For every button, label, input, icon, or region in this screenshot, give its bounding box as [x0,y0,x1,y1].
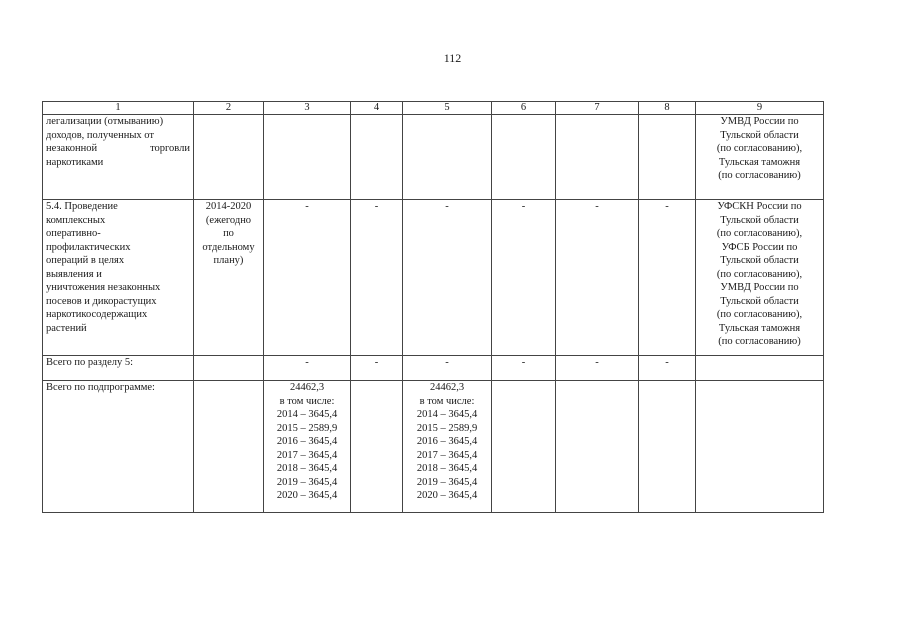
text-line: Тульская таможня [718,156,801,168]
text-line: незаконной торговли [46,143,190,154]
text-line: УМВД России по [720,116,799,127]
text-line: операций в целях [46,255,125,266]
column-header-4: 4 [351,102,403,115]
empty-cell [696,381,824,513]
text-line: 2017 – 3645,4 [416,449,478,461]
text-line: Тульской области [720,214,799,226]
text-line: профилактических [46,241,131,253]
text-line: легализации (отмыванию) [46,116,164,127]
text-line: 2017 – 3645,4 [276,449,338,461]
text-line: Тульская таможня [718,322,801,334]
text-line: 2014 – 3645,4 [416,409,478,420]
text-line: УФСКН России по [717,201,802,212]
text-line: 2014 – 3645,4 [276,409,338,420]
item-5-4-col5: - [403,200,492,356]
empty-cell [351,115,403,200]
item-5-4-col6: - [492,200,556,356]
text-line: 2019 – 3645,4 [276,476,338,488]
column-number-row [43,102,824,115]
section-total-col7: - [556,356,639,381]
text-line: Тульской области [720,129,799,141]
empty-cell [264,115,351,200]
text-line: (по согласованию), [716,268,803,280]
section-total-col3: - [264,356,351,381]
column-header-9: 9 [696,102,824,115]
column-header-1: 1 [43,102,194,115]
empty-cell [556,115,639,200]
item-5-4-col4: - [351,200,403,356]
empty-cell [194,115,264,200]
empty-cell [639,115,696,200]
text-line: 5.4. Проведение [46,201,118,212]
text-line: УМВД России по [720,282,799,293]
text-line: 24462,3 [429,382,465,393]
empty-cell [194,356,264,381]
text-line: по [223,228,234,239]
text-line: 2019 – 3645,4 [416,476,478,488]
section-total-col8: - [639,356,696,381]
subprogram-total-col5 [403,381,492,513]
text-line: 2018 – 3645,4 [276,463,338,474]
text-line: посевов и дикорастущих [46,295,157,307]
text-line: в том числе: [279,395,335,407]
subprogram-total-label: Всего по подпрограмме: [43,381,194,513]
text-line: 2016 – 3645,4 [276,436,338,447]
text-line: (по согласованию), [716,143,803,154]
text-line: (ежегодно [205,214,252,226]
empty-cell [194,381,264,513]
text-line: комплексных [46,214,106,226]
section-total-col5: - [403,356,492,381]
page-number: 112 [443,51,462,65]
text-line: оперативно- [46,228,101,239]
column-header-3: 3 [264,102,351,115]
item-5-4-description [43,200,194,356]
text-line: наркотиками [46,156,104,168]
text-line: растений [46,322,87,334]
subprogram-total-row [43,381,824,513]
continuation-row [43,115,824,200]
text-line: отдельному [202,241,255,253]
section-total-col6: - [492,356,556,381]
text-line: УФСБ России по [721,241,798,253]
text-line: Тульской области [720,295,799,307]
text-line: (по согласованию) [718,170,801,181]
section-total-col4: - [351,356,403,381]
column-header-7: 7 [556,102,639,115]
item-5-4-row [43,200,824,356]
program-table [42,101,824,513]
empty-cell [351,381,403,513]
item-5-4-period [194,200,264,356]
empty-cell [492,381,556,513]
item-5-4-col3: - [264,200,351,356]
item-5-4-col8: - [639,200,696,356]
text-line: 2015 – 2589,9 [276,422,338,434]
text-line: плану) [213,255,244,266]
text-line: (по согласованию), [716,228,803,239]
text-line: доходов, полученных от [46,129,154,141]
text-line: 2020 – 3645,4 [276,490,338,501]
item-5-4-executors [696,200,824,356]
text-line: уничтожения незаконных [46,282,161,293]
text-line: (по согласованию), [716,309,803,320]
section-total-label: Всего по разделу 5: [43,356,194,381]
section-total-row [43,356,824,381]
empty-cell [403,115,492,200]
empty-cell [696,356,824,381]
continuation-description [43,115,194,200]
column-header-5: 5 [403,102,492,115]
text-line: 2020 – 3645,4 [416,490,478,501]
empty-cell [639,381,696,513]
continuation-executors [696,115,824,200]
text-line: в том числе: [419,395,475,407]
column-header-8: 8 [639,102,696,115]
item-5-4-col7: - [556,200,639,356]
text-line: выявления и [46,268,102,280]
text-line: наркотикосодержащих [46,309,148,320]
empty-cell [492,115,556,200]
column-header-6: 6 [492,102,556,115]
text-line: 2018 – 3645,4 [416,463,478,474]
text-line: 2015 – 2589,9 [416,422,478,434]
text-line: 2016 – 3645,4 [416,436,478,447]
text-line: 2014-2020 [205,201,252,212]
subprogram-total-col3 [264,381,351,513]
text-line: 24462,3 [289,382,325,393]
text-line: (по согласованию) [718,336,801,347]
column-header-2: 2 [194,102,264,115]
empty-cell [556,381,639,513]
text-line: Тульской области [720,255,799,266]
